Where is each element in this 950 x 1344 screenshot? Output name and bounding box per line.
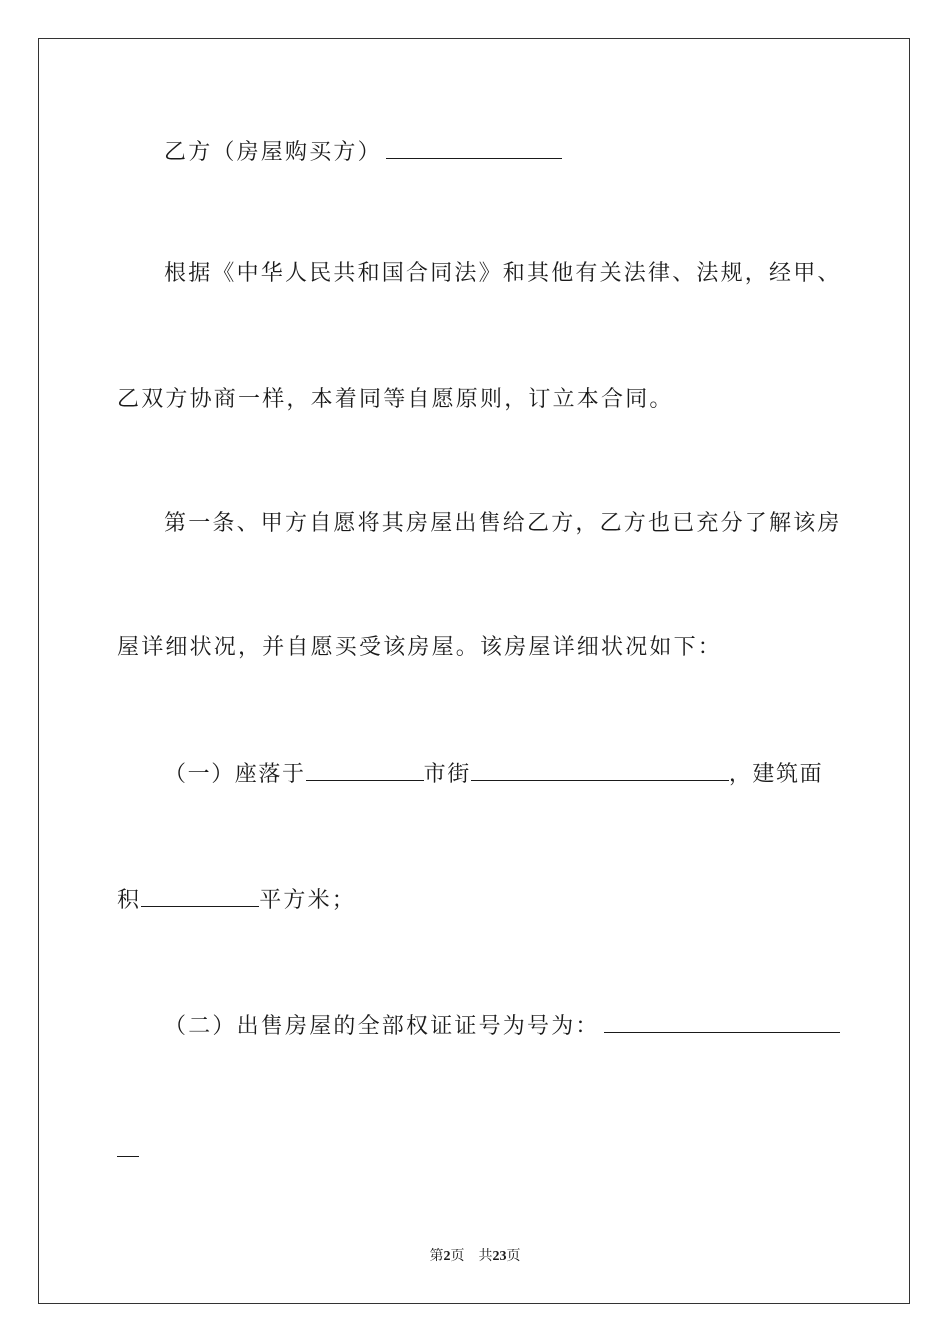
street-blank bbox=[471, 758, 729, 781]
page-suffix: 页 bbox=[450, 1248, 465, 1264]
page-frame bbox=[38, 38, 910, 1304]
area-label-end: 积 bbox=[117, 888, 142, 913]
party-b-line bbox=[164, 136, 562, 168]
location-line bbox=[164, 758, 823, 790]
page-prefix: 第 bbox=[429, 1248, 444, 1264]
paragraph-line bbox=[164, 509, 842, 539]
certificate-label: （二）出售房屋的全部权证证号为号为： bbox=[164, 1014, 600, 1039]
paragraph-line bbox=[117, 385, 674, 415]
paragraph-line bbox=[117, 633, 722, 663]
current-page-number: 2 bbox=[443, 1249, 451, 1264]
certificate-blank-continued bbox=[117, 1134, 139, 1166]
total-suffix: 页 bbox=[506, 1248, 521, 1264]
area-label-start: ，建筑面 bbox=[728, 762, 824, 787]
certificate-line bbox=[164, 1010, 840, 1042]
total-page-number: 23 bbox=[492, 1249, 507, 1264]
party-b-label: 乙方（房屋购买方） bbox=[164, 140, 382, 165]
city-blank bbox=[306, 758, 424, 781]
page-footer bbox=[0, 1246, 950, 1267]
area-line bbox=[117, 884, 356, 916]
square-meter-label: 平方米； bbox=[259, 888, 357, 913]
basis-text-2: 乙双方协商一样，本着同等自愿原则，订立本合同。 bbox=[117, 387, 674, 412]
article-one-text-1: 第一条、甲方自愿将其房屋出售给乙方，乙方也已充分了解该房 bbox=[164, 511, 842, 536]
certificate-blank-tail bbox=[117, 1134, 139, 1157]
area-blank bbox=[141, 884, 259, 907]
certificate-blank bbox=[604, 1010, 840, 1033]
basis-text-1: 根据《中华人民共和国合同法》和其他有关法律、法规，经甲、 bbox=[164, 261, 842, 286]
total-prefix: 共 bbox=[478, 1248, 493, 1264]
paragraph-line bbox=[164, 259, 842, 289]
location-label: （一）座落于 bbox=[164, 762, 306, 787]
article-one-text-2: 屋详细状况，并自愿买受该房屋。该房屋详细状况如下： bbox=[117, 635, 723, 660]
party-b-blank bbox=[386, 136, 562, 159]
city-street-label: 市街 bbox=[423, 762, 471, 787]
